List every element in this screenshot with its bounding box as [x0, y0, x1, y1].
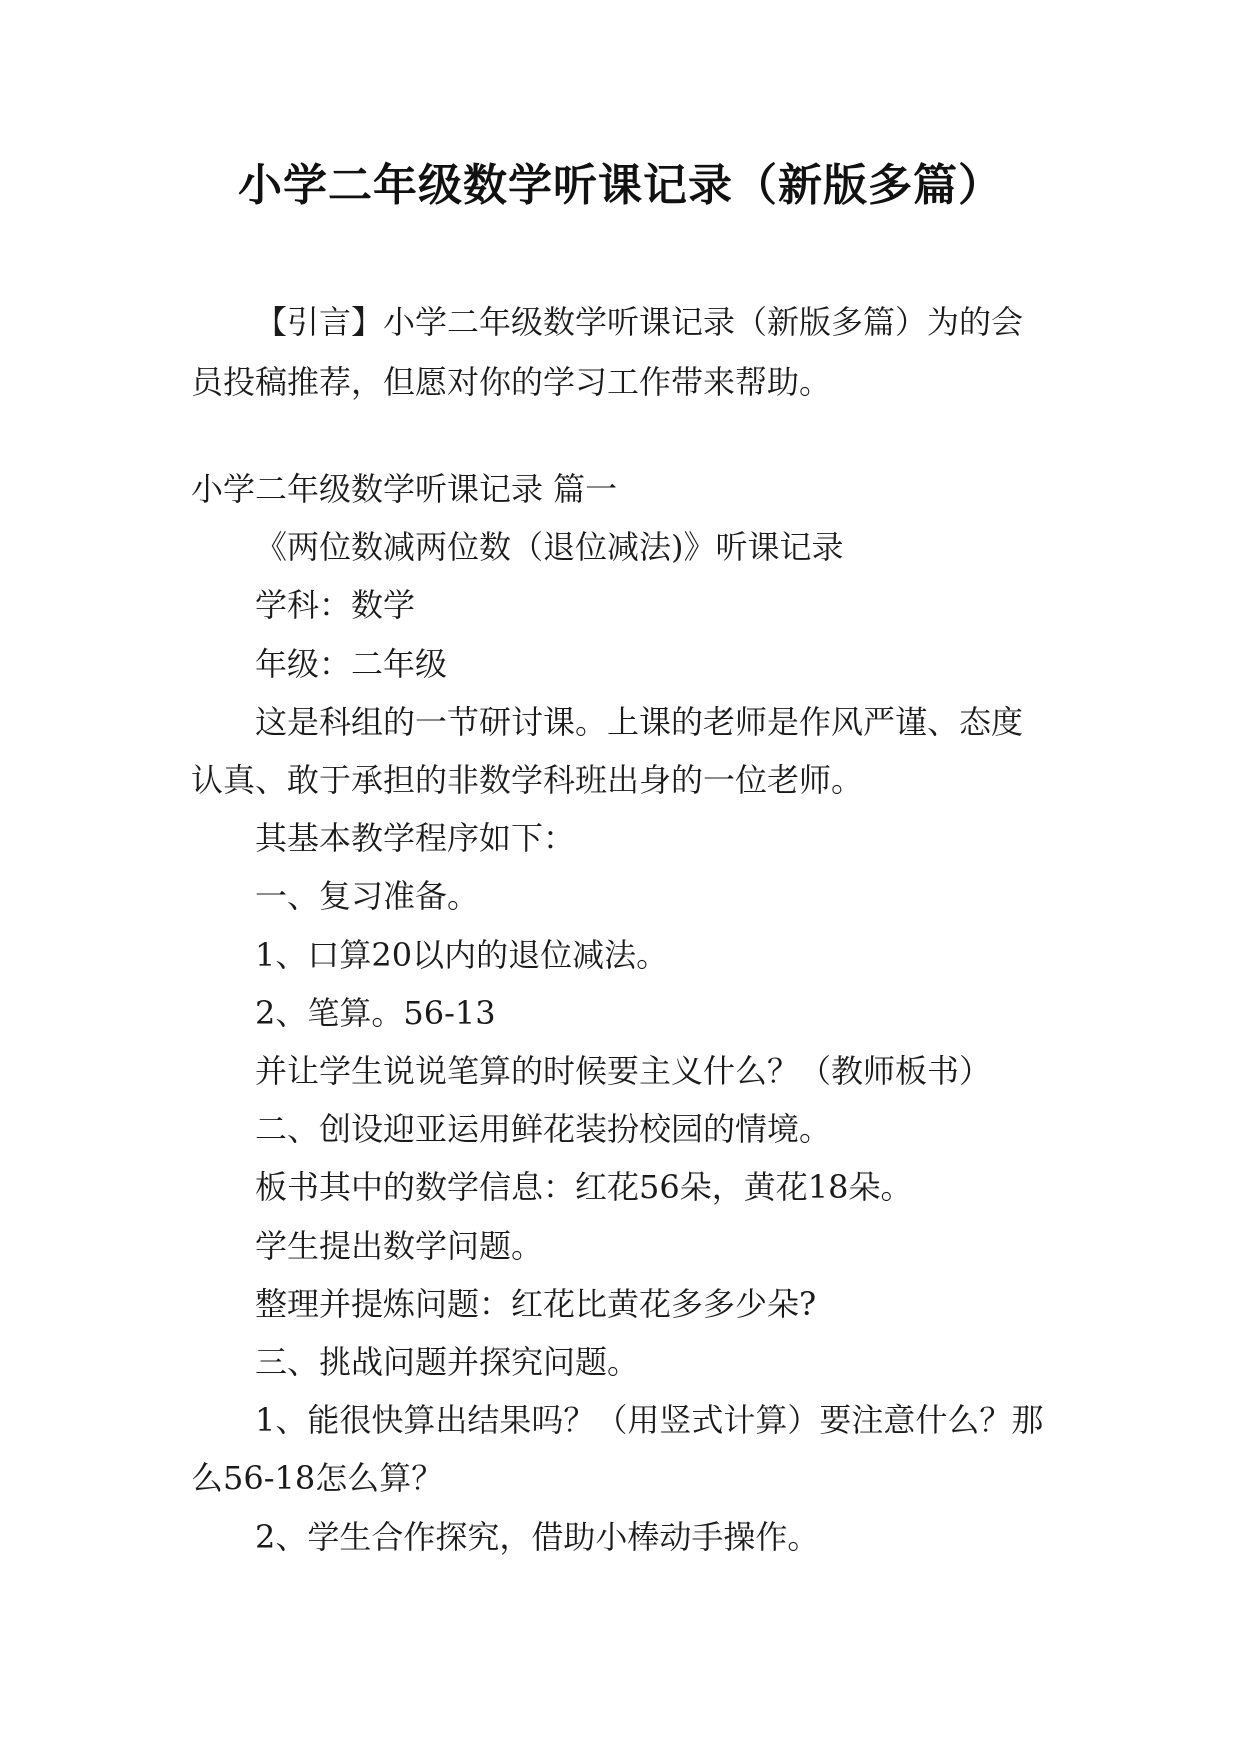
body-paragraph: 1、能很快算出结果吗？（用竖式计算）要注意什么？那么56-18怎么算？: [191, 1401, 1044, 1498]
body-paragraph: 其基本教学程序如下：: [255, 819, 576, 858]
intro-paragraph: 【引言】小学二年级数学听课记录（新版多篇）为的会员投稿推荐，但愿对你的学习工作带来帮助。: [191, 303, 1024, 401]
body-paragraph: 这是科组的一节研讨课。上课的老师是作风严谨、态度认真、敢于承担的非数学科班出身的一位老师。: [191, 702, 1024, 800]
section-heading: 小学二年级数学听课记录 篇一: [191, 470, 618, 508]
body-paragraph: 学生提出数学问题。: [255, 1226, 544, 1265]
body-paragraph: 2、笔算。56-13: [255, 993, 496, 1032]
body-paragraph: 并让学生说说笔算的时候要主义什么？（教师板书）: [255, 1052, 992, 1091]
body-paragraph: 2、学生合作探究，借助小棒动手操作。: [255, 1517, 820, 1556]
content-block: [191, 460, 1053, 1566]
body-paragraph: 二、创设迎亚运用鲜花装扮校园的情境。: [255, 1110, 832, 1149]
grade-paragraph: 年级：二年级: [255, 644, 448, 683]
body-paragraph: 一、复习准备。: [255, 877, 480, 916]
body-paragraph: 1、口算20以内的退位减法。: [255, 935, 669, 974]
body-paragraph: 整理并提炼问题：红花比黄花多多少朵?: [255, 1284, 817, 1323]
intro-block: [191, 292, 1053, 412]
body-paragraph: 三、挑战问题并探究问题。: [255, 1343, 640, 1382]
lesson-title-paragraph: 《两位数减两位数（退位减法)》听课记录: [255, 528, 844, 567]
document-title: 小学二年级数学听课记录（新版多篇）: [238, 160, 1003, 211]
body-paragraph: 板书其中的数学信息：红花56朵，黄花18朵。: [255, 1168, 913, 1207]
subject-paragraph: 学科：数学: [255, 586, 416, 625]
